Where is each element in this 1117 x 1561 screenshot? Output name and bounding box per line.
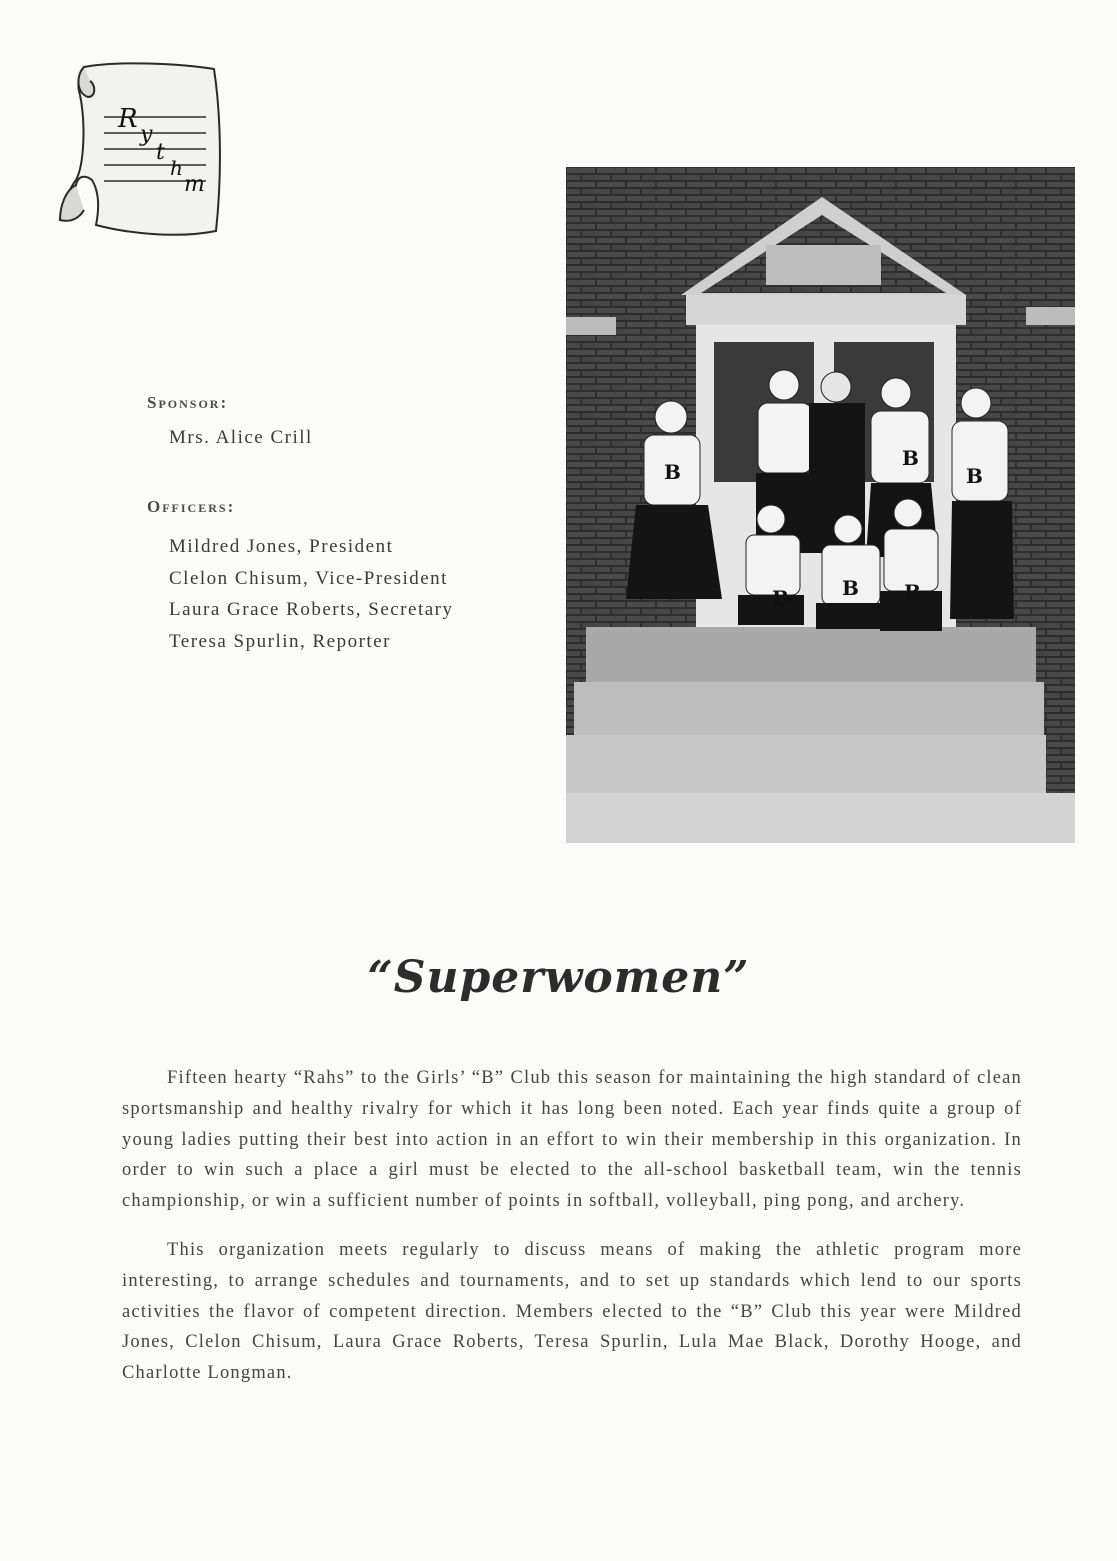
officer-item: Laura Grace Roberts, Secretary: [169, 599, 454, 620]
svg-text:B: B: [664, 460, 681, 484]
officers-heading: Officers:: [147, 497, 236, 516]
page-title: “Superwomen”: [367, 952, 750, 1003]
svg-text:y: y: [140, 122, 153, 147]
svg-text:B: B: [902, 446, 919, 470]
svg-text:m: m: [184, 172, 205, 197]
svg-text:B: B: [904, 580, 921, 604]
group-photo: [566, 167, 1075, 843]
officer-item: Clelon Chisum, Vice-President: [169, 567, 448, 589]
svg-text:t: t: [156, 140, 165, 165]
officer-item: Teresa Spurlin, Reporter: [169, 630, 391, 652]
sponsor-heading: Sponsor:: [147, 393, 229, 412]
scroll-logo: [56, 55, 226, 240]
officer-list: [147, 531, 507, 657]
svg-text:B: B: [772, 586, 789, 610]
svg-text:R: R: [118, 104, 138, 134]
officer-item: Mildred Jones, President: [169, 536, 394, 557]
sponsor-section: [147, 393, 507, 449]
sponsor-name: Mrs. Alice Crill: [169, 427, 313, 448]
svg-text:B: B: [966, 464, 983, 488]
svg-text:h: h: [170, 156, 183, 180]
article-paragraph: This organization meets regularly to discuss means of making the athletic program more interesting, to arrange schedules and tournaments, and to set up standards which lend to our sports activities the flavor of competent direction. Members elected to the “B” Club this year were Mildred Jones, Clelon Chisum, Laura Grace Roberts, Teresa Spurlin, Lula Mae Black, Dorothy Hooge, and Charlotte Longman.: [122, 1239, 1022, 1384]
article-paragraph: Fifteen hearty “Rahs” to the Girls’ “B” Club this season for maintaining the high standard of clean sportsmanship and healthy rivalry for which it has long been noted. Each year finds quite a group of young ladies putting their best into action in an effort to win their membership in this organization. In order to win such a place a girl must be elected to the all-school basketball team, win the tennis championship, or win a sufficient number of points in softball, volleyball, ping pong, and archery.: [122, 1068, 1022, 1212]
article-body: [122, 1063, 1022, 1407]
svg-text:B: B: [842, 576, 859, 600]
officers-section: [147, 497, 507, 657]
